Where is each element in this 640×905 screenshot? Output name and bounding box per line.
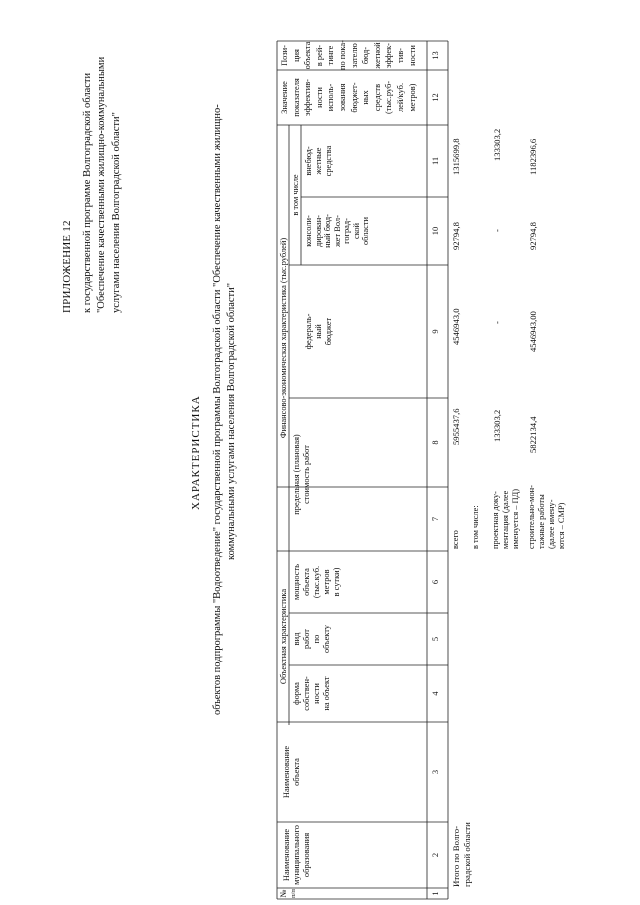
row-total-extrabudget: 1315699,8 bbox=[451, 138, 461, 175]
in-number-header: в том числе bbox=[291, 174, 300, 216]
row-total-consolidated: 92794,8 bbox=[451, 222, 461, 250]
colnum-2: 2 bbox=[431, 852, 440, 858]
region-label: Итого по Волго- градской области bbox=[451, 822, 472, 887]
row-label-smr: строительно-мон- тажные работы (далее имену- ются – СМР) bbox=[527, 485, 566, 549]
row-smr-federal: 4546943,00 bbox=[528, 311, 538, 352]
row-pd-extrabudget: 133303,2 bbox=[492, 128, 502, 161]
colnum-1: 1 bbox=[431, 891, 440, 896]
row-label-pd: проектная доку- ментация (далее именуется – ПД) bbox=[491, 488, 520, 549]
colnum-7: 7 bbox=[431, 516, 440, 522]
row-total-sum: 5955437,6 bbox=[451, 408, 461, 445]
colnum-9: 9 bbox=[431, 329, 440, 334]
doc-subtitle-line-2: коммунальными услугами населения Волгоградской области" bbox=[226, 282, 237, 560]
colnum-10: 10 bbox=[431, 226, 440, 236]
col2-header: Наименование муниципального образования bbox=[282, 825, 311, 885]
colnum-13: 13 bbox=[431, 51, 440, 60]
col12-header: Значение показателя эффектив- ности исполь- зования бюджет- ных средств (тыс.руб- лей/куб. метров) bbox=[280, 78, 417, 117]
row-pd-consolidated: - bbox=[492, 229, 502, 232]
row-label-including: в том числе: bbox=[471, 505, 480, 549]
doc-subtitle-line-1: объектов подпрограммы "Водоотведение" государственной программы Волгоградской области "Обеспечение качественными жилищно- bbox=[212, 104, 223, 715]
colnum-3: 3 bbox=[431, 769, 440, 775]
col10-header: консоли- дирован- ный бюд- жет Вол- гоград- ской области bbox=[304, 214, 370, 248]
colnum-4: 4 bbox=[431, 691, 440, 696]
row-pd-sum: 133303,2 bbox=[492, 409, 502, 442]
col5-header: вид работ по объекту bbox=[292, 625, 331, 653]
col1-header: № п/п bbox=[279, 889, 297, 898]
row-total-federal: 4546943,0 bbox=[451, 308, 461, 345]
col3-header: Наименование объекта bbox=[282, 745, 301, 799]
row-smr-extrabudget: 1182396,6 bbox=[528, 138, 538, 175]
col9-header: федераль- ный бюджет bbox=[304, 313, 333, 350]
colnum-12: 12 bbox=[431, 93, 440, 102]
col4-header: форма собствен- ности на объект bbox=[292, 676, 331, 711]
appendix-line-2: "Обеспечение качественными жилищно-коммунальными bbox=[96, 56, 107, 313]
appendix-line-3: услугами населения Волгоградской области" bbox=[111, 112, 122, 313]
colnum-11: 11 bbox=[431, 156, 440, 166]
row-pd-federal: - bbox=[492, 321, 502, 324]
row-smr-sum: 5822134,4 bbox=[528, 416, 538, 453]
col13-header: Пози- ция объекта в рей- тинге по пока- зателю бюд- жетной эффек- тив- ности bbox=[280, 40, 417, 70]
object-group-header: Объектная характеристика bbox=[279, 588, 288, 685]
col78-header: предельная (плановая) стоимость работ bbox=[292, 434, 311, 515]
row-smr-consolidated: 92794,8 bbox=[528, 222, 538, 250]
doc-heading: ХАРАКТЕРИСТИКА bbox=[190, 395, 202, 510]
col6-header: мощность объекта (тыс.куб. метров в сутки) bbox=[292, 564, 341, 601]
appendix-line-1: к государственной программе Волгоградской области bbox=[82, 72, 93, 313]
col11-header: внебюд- жетные средства bbox=[304, 145, 333, 177]
appendix-title: ПРИЛОЖЕНИЕ 12 bbox=[61, 220, 73, 313]
colnum-6: 6 bbox=[431, 579, 440, 585]
colnum-8: 8 bbox=[431, 440, 440, 445]
finance-group-header: Финансово-экономическая характеристика (тыс.рублей) bbox=[279, 237, 288, 439]
colnum-5: 5 bbox=[431, 636, 440, 642]
row-label-total: всего bbox=[451, 530, 460, 549]
